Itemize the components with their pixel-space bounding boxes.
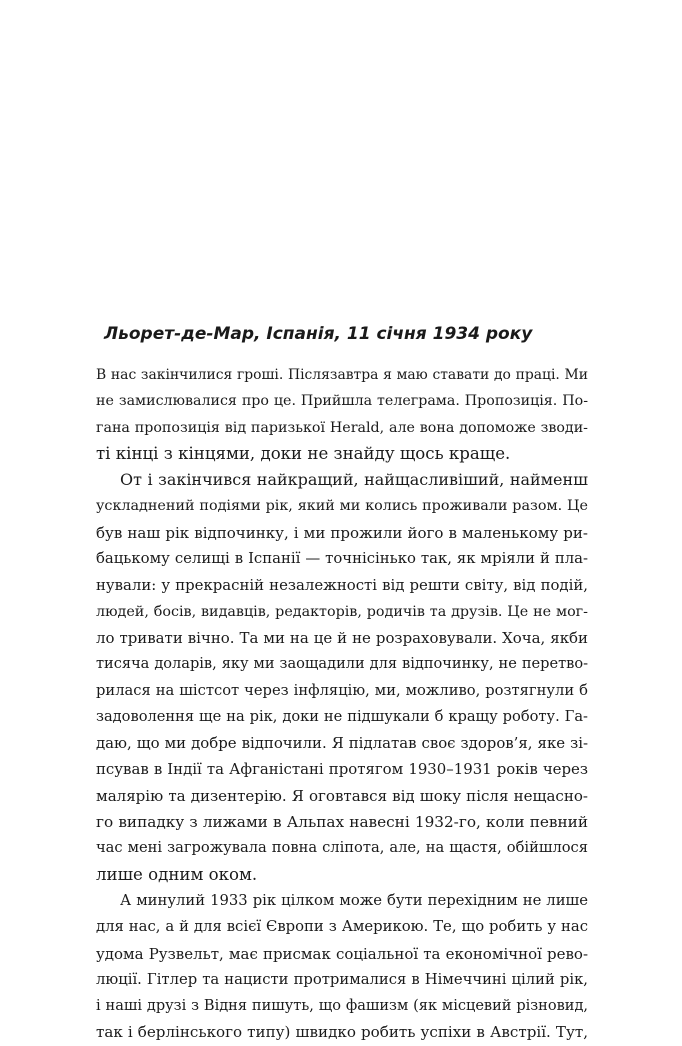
body-text [96,362,588,1046]
text-line: тисяча доларів, яку ми заощадили для відпочинку, не перетво- [96,655,588,673]
text-line: бацькому селищі в Іспанії — точнісінько так, як мріяли й пла- [96,550,588,568]
paragraph-1 [96,362,588,467]
text-line: удома Рузвельт, має присмак соціальної та економічної рево- [96,944,588,963]
text-line: ускладнений подіями рік, який ми колись проживали разом. Це [96,498,588,515]
text-line: ті кінці з кінцями, доки не знайду щось краще. [96,443,511,463]
text-line: лише одним оком. [96,864,258,884]
text-line: був наш рік відпочинку, і ми прожили його в маленькому ри- [96,523,588,542]
text-line: задоволення ще на рік, доки не підшукали б кращу роботу. Га- [96,707,588,725]
entry-heading: Льорет-де-Мар, Іспанія, 11 січня 1934 року [104,324,533,344]
text-line: малярію та дизентерію. Я оговтався від шоку після нещасно- [96,786,588,805]
text-line: От і закінчився найкращий, найщасливіший, найменш [120,470,588,490]
text-line: В нас закінчилися гроші. Післязавтра я маю ставати до праці. Ми [96,367,588,383]
text-line: нували: у прекрасній незалежності від решти світу, від подій, [96,576,588,595]
text-line: рилася на шістсот через інфляцію, ми, можливо, розтягнули б [96,681,588,699]
paragraph-2 [96,467,588,888]
text-line: псував в Індії та Афганістані протягом 1930–1931 років через [96,760,588,779]
text-line: даю, що ми добре відпочили. Я підлатав своє здоров’я, яке зі- [96,734,588,753]
text-line: не замислювалися про це. Прийшла телеграма. Пропозиція. По- [96,393,588,410]
paragraph-3 [96,888,588,1046]
text-line: так і берлінського типу) швидко робить успіхи в Австрії. Тут, [96,1023,588,1042]
text-line: людей, босів, видавців, редакторів, родичів та друзів. Це не мог- [96,603,588,620]
text-line: ло тривати вічно. Та ми на це й не розраховували. Хоча, якби [96,628,588,647]
text-line: для нас, а й для всієї Європи з Америкою. Те, що робить у нас [96,918,588,936]
text-line: го випадку з лижами в Альпах навесні 1932-го, коли певний [96,813,588,832]
text-line: гана пропозиція від паризької Herald, але вона допоможе зводи- [96,419,588,436]
text-line: час мені загрожувала повна сліпота, але, на щастя, обійшлося [96,839,588,857]
text-line: А минулий 1933 рік цілком може бути перехідним не лише [120,891,588,909]
text-line: і наші друзі з Відня пишуть, що фашизм (як місцевий різновид, [96,998,588,1015]
text-line: люції. Гітлер та нацисти протрималися в Німеччині цілий рік, [96,970,588,988]
